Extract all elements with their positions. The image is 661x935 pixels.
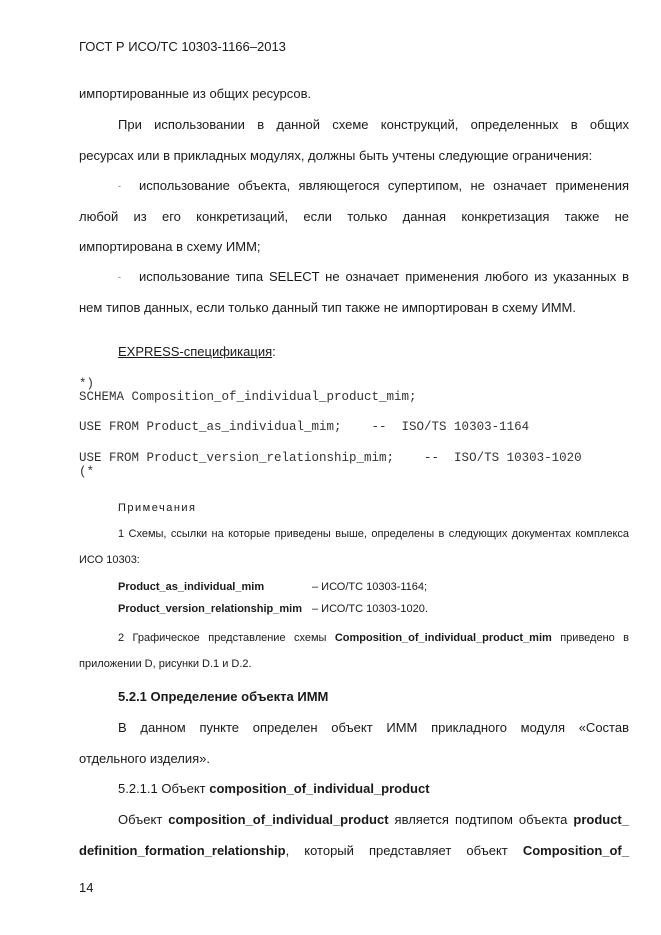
- paragraph-line: импортированные из общих ресурсов.: [79, 86, 312, 101]
- code-line: USE FROM Product_version_relationship_mim; -- ISO/TS 10303-1020: [79, 451, 582, 465]
- page-header: ГОСТ Р ИСО/ТС 10303-1166–2013: [79, 39, 286, 54]
- reference-name: Product_as_individual_mim: [118, 581, 265, 593]
- paragraph-line: В данном пункте определен объект ИММ прикладного модуля «Состав: [118, 720, 629, 735]
- note-line: ИСО 10303:: [79, 554, 140, 566]
- code-line: USE FROM Product_as_individual_mim; -- ISO/TS 10303-1164: [79, 420, 530, 434]
- list-item-line: любой из его конкретизаций, если только данная конкретизация также не: [79, 209, 629, 224]
- bullet-mark: -: [118, 272, 121, 282]
- reference-document: – ИСО/ТС 10303-1164;: [312, 581, 428, 593]
- express-spec-label: EXPRESS-спецификация:: [118, 344, 276, 359]
- list-item-line: импортирована в схему ИММ;: [79, 239, 261, 254]
- code-line: (*: [79, 465, 95, 479]
- reference-name: Product_version_relationship_mim: [118, 603, 302, 615]
- paragraph-line: ресурсах или в прикладных модулях, должны быть учтены следующие ограничения:: [79, 148, 593, 163]
- bullet-mark: -: [118, 181, 121, 191]
- reference-document: – ИСО/ТС 10303-1020.: [312, 603, 428, 615]
- note-line: 1 Схемы, ссылки на которые приведены выше, определены в следующих документах комплекса: [118, 528, 629, 540]
- list-item-line: использование типа SELECT не означает применения любого из указанных в: [139, 269, 629, 284]
- subsection-heading: 5.2.1.1 Объект composition_of_individual_product: [118, 781, 430, 796]
- paragraph-line: Объект composition_of_individual_product является подтипом объекта product_: [118, 812, 629, 827]
- paragraph-line: definition_formation_relationship, который представляет объект Composition_of_: [79, 843, 629, 858]
- notes-title: Примечания: [118, 502, 197, 514]
- code-line: *): [79, 377, 95, 391]
- list-item-line: нем типов данных, если только данный тип также не импортирован в схему ИММ.: [79, 300, 577, 315]
- paragraph-line: При использовании в данной схеме конструкций, определенных в общих: [118, 117, 629, 132]
- note-line: 2 Графическое представление схемы Composition_of_individual_product_mim приведено в: [118, 632, 630, 644]
- list-item-line: использование объекта, являющегося супертипом, не означает применения: [139, 178, 629, 193]
- page-number: 14: [79, 880, 94, 895]
- paragraph-line: отдельного изделия».: [79, 751, 210, 766]
- section-heading: 5.2.1 Определение объекта ИММ: [118, 689, 329, 704]
- code-line: SCHEMA Composition_of_individual_product_mim;: [79, 390, 417, 404]
- note-line: приложении D, рисунки D.1 и D.2.: [79, 658, 252, 670]
